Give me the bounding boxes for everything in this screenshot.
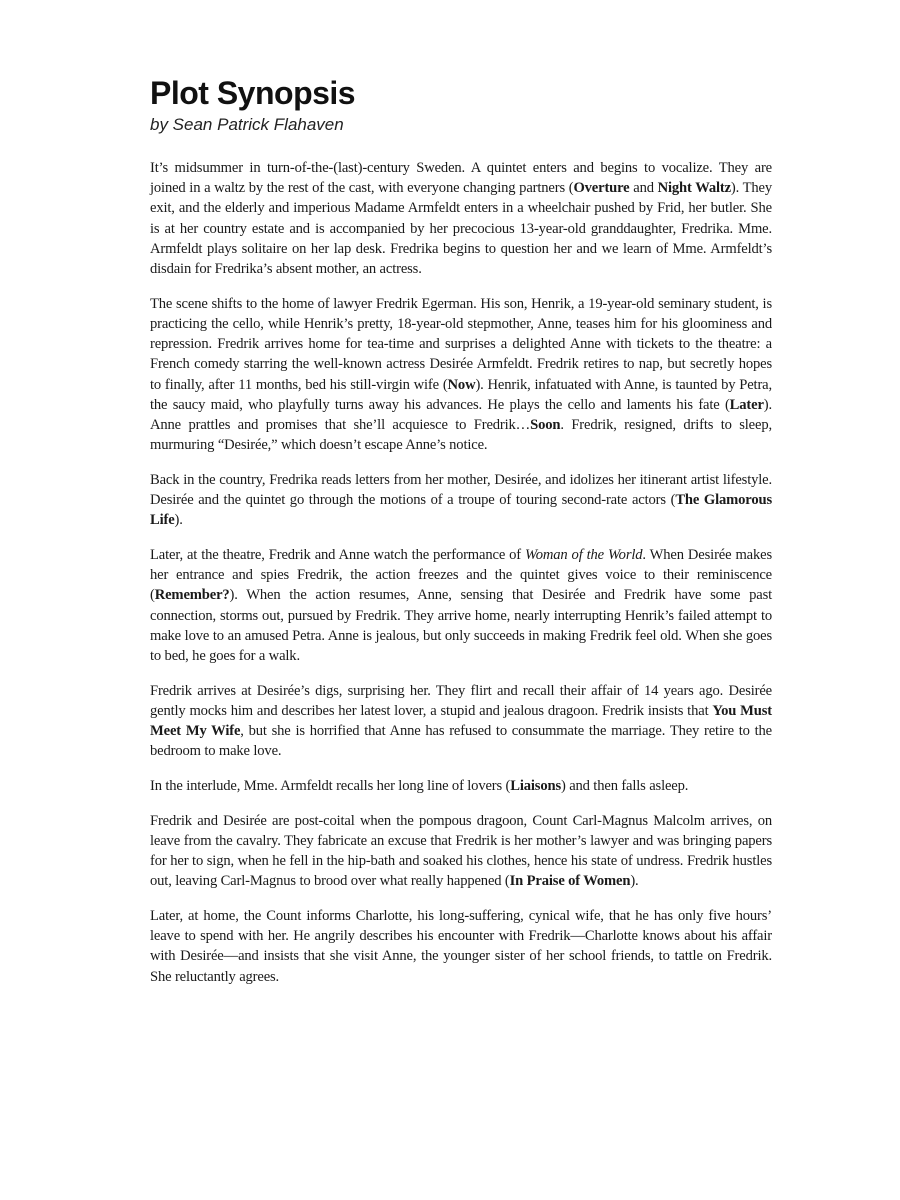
text-run: Later, at home, the Count informs Charlotte, his long-suffering, cynical wife, that he has only five hours’ leave to spend with her. He angrily describes his encounter with Fredrik—Charlotte knows about his affair with Desirée—and insists that she visit Anne, the younger sister of her school friends, to tattle on Fredrik. She reluctantly agrees.: [150, 908, 772, 985]
synopsis-paragraph: [150, 681, 772, 762]
text-run: . When Desirée makes her entrance and spies Fredrik, the action freezes and the quintet gives voice to their reminiscence (: [150, 546, 772, 604]
song-title: You Must Meet My Wife: [150, 702, 772, 740]
song-title: Later: [729, 396, 764, 413]
text-run: ). Henrik, infatuated with Anne, is taunted by Petra, the saucy maid, who playfully turns away his advances. He plays the cello and laments his fate (: [150, 376, 772, 413]
text-run: and: [629, 180, 658, 197]
text-run: ). Anne prattles and promises that she’ll acquiesce to Fredrik…: [150, 396, 772, 433]
song-title: Now: [447, 376, 476, 393]
text-run: Back in the country, Fredrika reads letters from her mother, Desirée, and idolizes her itinerant artist lifestyle. Desirée and the quintet go through the motions of a troupe of touring second-rate actors (: [150, 471, 772, 509]
synopsis-paragraph: [150, 906, 772, 987]
song-title: Overture: [573, 180, 630, 197]
text-run: Fredrik arrives at Desirée’s digs, surprising her. They flirt and recall their affair of 14 years ago. Desirée gently mocks him and describes her latest lover, a stupid and jealous dragoon. Fredrik insists that: [150, 682, 772, 719]
song-title: Night Waltz: [657, 180, 731, 197]
text-run: In the interlude, Mme. Armfeldt recalls her long line of lovers (: [150, 777, 511, 794]
page-title: Plot Synopsis: [150, 75, 356, 111]
text-run: . Fredrik, resigned, drifts to sleep, murmuring “Desirée,” which doesn’t escape Anne’s notice.: [150, 416, 772, 454]
song-title: Liaisons: [510, 777, 561, 794]
text-run: ). When the action resumes, Anne, sensing that Desirée and Fredrik have some past connection, storms out, pursued by Fredrik. They arrive home, nearly interrupting Henrik’s failed attempt to make love to an amused Petra. Anne is jealous, but only succeeds in making Fredrik feel old. When she goes to bed, he goes for a walk.: [150, 587, 772, 664]
text-run: ).: [174, 512, 183, 529]
text-run: It’s midsummer in turn-of-the-(last)-century Sweden. A quintet enters and begins to vocalize. They are joined in a waltz by the rest of the cast, with everyone changing partners (: [150, 160, 772, 197]
song-title: In Praise of Women: [509, 873, 631, 890]
synopsis-paragraph: [150, 158, 772, 279]
text-run: ) and then falls asleep.: [560, 777, 689, 794]
synopsis-body: [150, 158, 772, 987]
text-run: The scene shifts to the home of lawyer Fredrik Egerman. His son, Henrik, a 19-year-old seminary student, is practicing the cello, while Henrik’s pretty, 18-year-old stepmother, Anne, teases him for his gloominess and repression. Fredrik arrives home for tea-time and surprises a delighted Anne with tickets to the theatre: a French comedy starring the well-known actress Desirée Armfeldt. Fredrik retires to nap, but secretly hopes to finally, after 11 months, bed his still-virgin wife (: [150, 295, 772, 393]
text-run: ). They exit, and the elderly and imperious Madame Armfeldt enters in a wheelchair pushed by Frid, her butler. She is at her country estate and is accompanied by her precocious 13-year-old granddaughter, Fredrika. Mme. Armfeldt plays solitaire on her lap desk. Fredrika begins to question her and we learn of Mme. Armfeldt’s disdain for Fredrika’s absent mother, an actress.: [150, 180, 772, 278]
text-run: ).: [630, 873, 639, 890]
text-run: Later, at the theatre, Fredrik and Anne watch the performance of: [150, 546, 526, 563]
byline: by Sean Patrick Flahaven: [150, 115, 344, 134]
synopsis-paragraph: [150, 294, 772, 456]
text-run: , but she is horrified that Anne has refused to consummate the marriage. They retire to the bedroom to make love.: [150, 723, 772, 760]
synopsis-paragraph: [150, 545, 772, 666]
text-run: Fredrik and Desirée are post-coital when the pompous dragoon, Count Carl-Magnus Malcolm arrives, on leave from the cavalry. They fabricate an excuse that Fredrik is her mother’s lawyer and was bringing papers for her to sign, when he fell in the hip-bath and soaked his clothes, hence his state of undress. Fredrik hustles out, leaving Carl-Magnus to brood over what really happened (: [150, 812, 772, 890]
synopsis-paragraph: [150, 776, 772, 796]
song-title: Remember?: [154, 587, 230, 604]
synopsis-paragraph: [150, 470, 772, 531]
synopsis-paragraph: [150, 811, 772, 892]
song-title: The Glamorous Life: [150, 492, 773, 529]
song-title: Soon: [530, 416, 561, 433]
play-title: Woman of the World: [525, 546, 643, 563]
